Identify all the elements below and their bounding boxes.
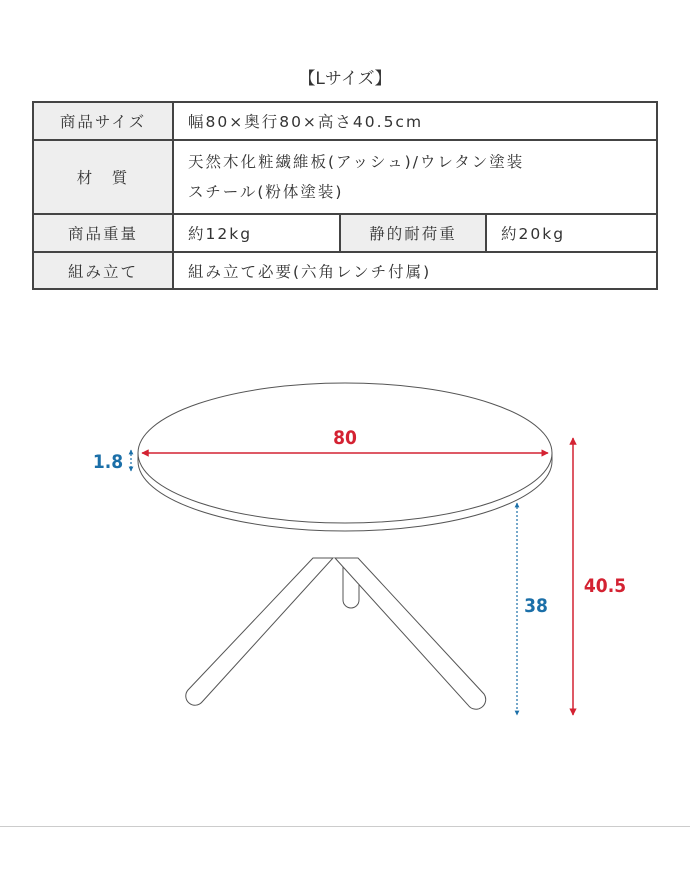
total-height-label: 40.5 [583, 575, 627, 597]
size-title: 【Lサイズ】 [298, 69, 392, 89]
assembly-value: 組み立て必要(六角レンチ付属) [173, 252, 657, 289]
weight-value: 約12kg [173, 214, 340, 252]
assembly-label: 組み立て [33, 252, 173, 289]
divider [0, 826, 690, 827]
width-label: 80 [333, 427, 357, 449]
material-label: 材 質 [33, 140, 173, 214]
size-label: 商品サイズ [33, 102, 173, 140]
material-line-1: 天然木化粧繊維板(アッシュ)/ウレタン塗装 [188, 153, 525, 171]
load-label: 静的耐荷重 [340, 214, 486, 252]
weight-label: 商品重量 [33, 214, 173, 252]
size-value: 幅80×奥行80×高さ40.5cm [173, 102, 657, 140]
material-line-2: スチール(粉体塗装) [188, 183, 344, 201]
load-value: 約20kg [486, 214, 657, 252]
leg-height-label: 38 [524, 595, 548, 617]
thickness-label: 1.8 [92, 451, 124, 473]
